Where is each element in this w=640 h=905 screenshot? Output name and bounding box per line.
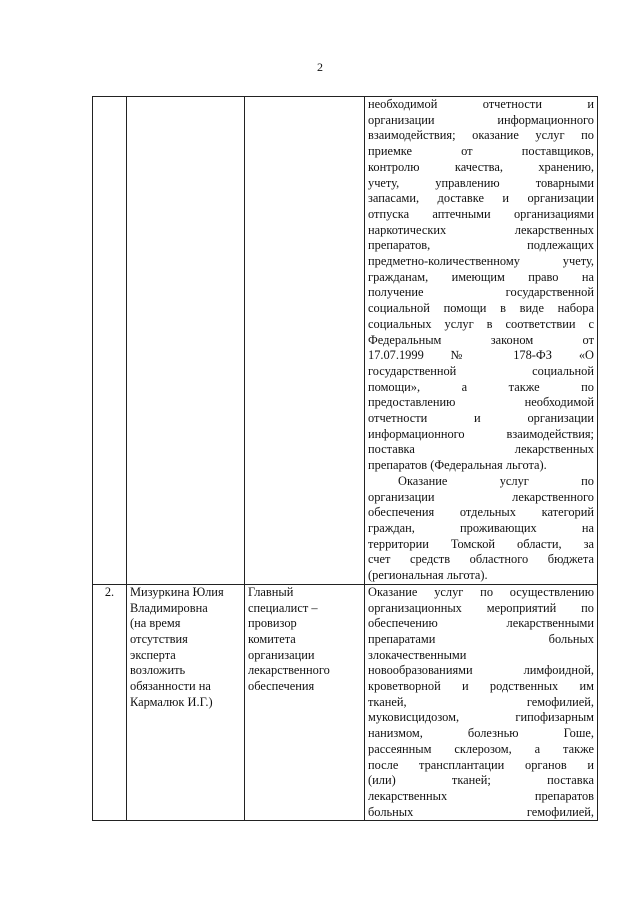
text-line: провизор (248, 616, 297, 631)
text-line: препаратов, подлежащих (368, 238, 594, 253)
table-row (93, 97, 598, 585)
text-line: тканей, гемофилией, (368, 694, 594, 709)
text-line: социальной помощи в виде набора (368, 301, 594, 316)
text-line: получение государственной (368, 285, 594, 300)
text-line: помощи», а также по (368, 379, 594, 394)
text-line: Владимировна (130, 600, 208, 615)
text-line: территории Томской области, за (368, 536, 594, 551)
text-line: поставка лекарственных (368, 442, 594, 457)
text-line: граждан, проживающих на (368, 520, 594, 535)
text-line: организационных мероприятий по (368, 600, 594, 615)
text-line: 17.07.1999 № 178-ФЗ «О (368, 348, 594, 363)
text-line: учету, управлению товарными (368, 175, 594, 190)
staff-duties-table (92, 96, 598, 821)
text-line: препаратов (Федеральная льгота). (368, 458, 547, 473)
employee-name-cell (127, 97, 245, 585)
text-line: больных гемофилией, (368, 804, 594, 819)
text-line: лекарственных препаратов (368, 788, 594, 803)
page-number: 2 (317, 60, 323, 74)
text-line: социальных услуг в соответствии с (368, 316, 594, 331)
text-line: запасами, доставке и организации (368, 191, 594, 206)
text-line: обязанности на (130, 679, 211, 694)
text-line: обеспечению лекарственными (368, 616, 594, 631)
text-line: Главный (248, 584, 294, 599)
text-line: после трансплантации органов и (368, 757, 594, 772)
text-line: Кармалюк И.Г.) (130, 694, 213, 709)
text-line: муковисцидозом, гипофизарным (368, 710, 594, 725)
text-line: организации информационного (368, 112, 594, 127)
text-line: организации лекарственного (368, 489, 594, 504)
text-line: необходимой отчетности и (368, 97, 594, 111)
text-line: новообразованиями лимфоидной, (368, 663, 594, 678)
text-line: обеспечения (248, 679, 315, 694)
row-number-cell (93, 97, 127, 585)
table-row (93, 584, 598, 821)
row-number-cell: 2. (93, 584, 127, 821)
text-line: комитета (248, 631, 296, 646)
text-line: обеспечения отдельных категорий (368, 505, 594, 520)
text-line: отчетности и организации (368, 411, 594, 426)
text-line: приемке от поставщиков, (368, 144, 594, 159)
text-line: организации (248, 647, 315, 662)
text-line: лекарственного (248, 663, 330, 678)
text-line: возложить (130, 663, 186, 678)
text-line: гражданам, имеющим право на (368, 269, 594, 284)
text-line: Мизуркина Юлия (130, 584, 224, 599)
text-line: рассеянным склерозом, а также (368, 741, 594, 756)
text-line: наркотических лекарственных (368, 222, 594, 237)
position-cell (245, 584, 365, 821)
text-line: злокачественными (368, 647, 467, 662)
text-line: (или) тканей; поставка (368, 773, 594, 788)
text-line: (региональная льгота). (368, 568, 488, 583)
text-line: препаратами больных (368, 631, 594, 646)
text-line: эксперта (130, 647, 176, 662)
text-line: контролю качества, хранению, (368, 159, 594, 174)
text-line: кроветворной и родственных им (368, 679, 594, 694)
duties-cell (365, 584, 598, 821)
text-line: Федеральным законом от (368, 332, 594, 347)
text-line: отсутствия (130, 631, 188, 646)
text-line: специалист – (248, 600, 318, 615)
text-line: Оказание услуг по осуществлению (368, 584, 594, 599)
text-line: нанизмом, болезнью Гоше, (368, 726, 594, 741)
position-cell (245, 97, 365, 585)
text-line: государственной социальной (368, 363, 594, 378)
text-line: (на время (130, 616, 181, 631)
text-line: счет средств областного бюджета (368, 552, 594, 567)
text-line: взаимодействия; оказание услуг по (368, 128, 594, 143)
duties-cell (365, 97, 598, 585)
text-line: информационного взаимодействия; (368, 426, 594, 441)
text-line: предметно-количественному учету, (368, 254, 594, 269)
text-line: отпуска аптечными организациями (368, 206, 594, 221)
text-line: предоставлению необходимой (368, 395, 594, 410)
text-line: Оказание услуг по (398, 473, 594, 488)
employee-name-cell (127, 584, 245, 821)
